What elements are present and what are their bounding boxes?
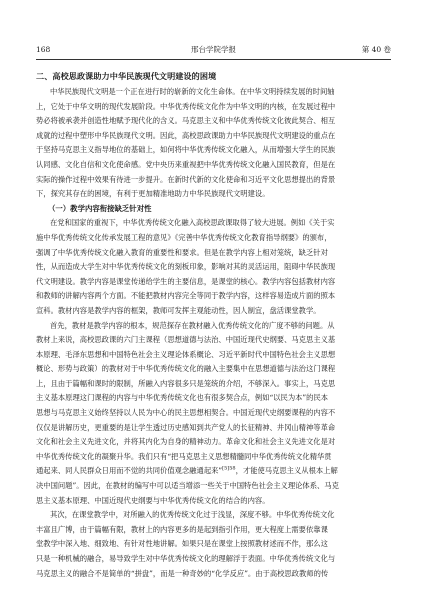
text-line: 认同感、文化自信和文化使命感。党中央历来重视把中华优秀传统文化融入国民教育，但是在 bbox=[36, 159, 336, 169]
text-line: 下，探究其存在的困境，有利于更加精准地助力中华民族现代文明建设。 bbox=[36, 189, 270, 199]
text-line: 于坚持马克思主义指导地位的基础上，如何将中华优秀传统文化融入，从而增强大学生的民族 bbox=[36, 145, 336, 155]
text-line: 只是一种机械的融合，易导致学生对中华优秀传统文化的理解浮于表面。中华优秀传统文化与 bbox=[36, 554, 336, 563]
header-rule bbox=[36, 59, 391, 60]
text-line: 施中华优秀传统文化传承发展工程的意见》《完善中华优秀传统文化教育指导纲要》的颁布， bbox=[36, 232, 332, 242]
section-heading: 二、高校思政课助力中华民族现代文明建设的困境 bbox=[36, 71, 217, 81]
quote-text-cont: ，才能使马克思主义从根本上解 bbox=[235, 466, 338, 476]
text-line: 决中国问题”。因此，在教材的编写中可以适当增添一些关于中国特色社会主义理论体系、马克 bbox=[36, 481, 339, 491]
text-line: 中华优秀传统文化的凝聚升华。我们只有“把马克思主义思想精髓同中华优秀传统文化精华贯 bbox=[36, 451, 332, 461]
subsection-heading: （一）教学内容衔接缺乏针对性 bbox=[48, 203, 152, 213]
text-line: 文化和社会主义先进文化，并将其内化为自身的精神动力。革命文化和社会主义先进文化是对 bbox=[36, 437, 336, 447]
text-line: 成就的过程中塑形中华民族现代文明。因此，高校思政课助力中华民族现代文明建设的重点在 bbox=[36, 130, 336, 140]
text-line: 强调了中华优秀传统文化融入教育的重要性和要求。但是在教学内容上相对笼统，缺乏针对 bbox=[36, 247, 328, 257]
text-line: 本原理、毛泽东思想和中国特色社会主义理论体系概论、习近平新时代中国特色社会主义思想 bbox=[36, 349, 336, 359]
text-line: 马克思主义的融合不是简单的“拼盘”，而是一种奇妙的“化学反应”。由于高校思政教师的传 bbox=[36, 568, 329, 578]
text-line: 代文明建设。教学内容是课堂传递给学生的主要信息，是课堂的核心。教学内容包括教材内容 bbox=[36, 276, 336, 286]
citation-mark: [5]58 bbox=[222, 466, 236, 473]
text-line: 主义基本原理这门课程的内容与中华优秀传统文化也有很多契合点，例如“以民为本”的民本 bbox=[36, 393, 329, 403]
text-line: 中华民族现代文明是一个正在进行时的崭新的文化生命体。在中华文明持续发展的时间轴 bbox=[50, 87, 335, 96]
text-line: 实际的操作过程中效果有待进一步提升。在新时代新的文化使命和习近平文化思想提出的背景 bbox=[36, 174, 336, 184]
intro-paragraph bbox=[36, 85, 391, 202]
text-line: 首先，教材是教学内容的根本，规范探存在教材融入优秀传统文化的广度不够的问题。从 bbox=[50, 320, 335, 330]
text-line: 其次，在课堂教学中，对所融入的优秀传统文化过于浅显，深度不够。中华优秀传统文化 bbox=[50, 510, 335, 520]
text-line: 上，且由于篇幅和课时的限制，所融入内容很多只是笼统的介绍，不够深入。事实上，马克思 bbox=[36, 378, 336, 388]
article-body bbox=[36, 70, 391, 581]
journal-name: 邢台学院学报 bbox=[191, 45, 236, 54]
volume-number: 第 40 卷 bbox=[361, 45, 391, 54]
text-line: 概论、形势与政策）的教材对于中华优秀传统文化的融入主要集中在思想道德与法治这门课程 bbox=[36, 364, 336, 374]
text-line: 势必将被承袭并创造性地赋予现代化的含义。马克思主义和中华优秀传统文化彼此契合、相互 bbox=[36, 116, 336, 126]
text-line: 堂教学中深入地、细致地、有针对性地讲解。如果只是在课堂上按照教材述而不作，那么这 bbox=[36, 539, 328, 549]
paragraph-textbook bbox=[36, 319, 391, 509]
text-line: 教材上来说，高校思政课的六门主课程（思想道德与法治、中国近现代史纲要、马克思主义基 bbox=[36, 335, 336, 345]
text-line-with-citation bbox=[36, 464, 391, 479]
text-line: 和教师的讲解内容两个方面。不能把教材内容完全等同于教学内容，这样容易造成片面的照本 bbox=[36, 291, 336, 301]
text-line: 宣科。教材内容是教学内容的框架，教师可发挥主观能动性，因人制宜，盘活课堂教学。 bbox=[36, 305, 321, 315]
text-line: 上，它处于中华文明的现代发展阶段。中华优秀传统文化作为中华文明的内核，在发展过程中 bbox=[36, 101, 336, 111]
running-header bbox=[36, 44, 391, 56]
text-line: 仅仅是讲解历史，更重要的是让学生透过历史感知到共产党人的长征精神、井冈山精神等革命 bbox=[36, 422, 336, 432]
text-line: 性，从而造成大学生对中华优秀传统文化的刻板印象，影响对其的灵活运用，阻碍中华民族现 bbox=[36, 262, 336, 272]
paragraph-teaching-content bbox=[36, 216, 391, 318]
quote-text: 通起来、同人民群众日用而不觉的共同价值观念融通起来” bbox=[36, 466, 223, 476]
text-line: 思想与马克思主义始终坚持以人民为中心的民主思想相契合。中国近现代史纲要课程的内容不 bbox=[36, 408, 336, 418]
paragraph-classroom bbox=[36, 508, 391, 581]
text-line: 丰富且广博，由于篇幅有限，教材上的内容更多的是起到指引作用，更大程度上需要依靠课 bbox=[36, 524, 328, 534]
page-number: 168 bbox=[36, 45, 51, 54]
text-line: 思主义基本原理、中国近现代史纲要与中华优秀传统文化的结合的内容。 bbox=[36, 495, 270, 505]
text-line: 在党和国家的重视下，中华优秀传统文化融入高校思政课取得了较大进展。例如《关于实 bbox=[50, 218, 335, 228]
